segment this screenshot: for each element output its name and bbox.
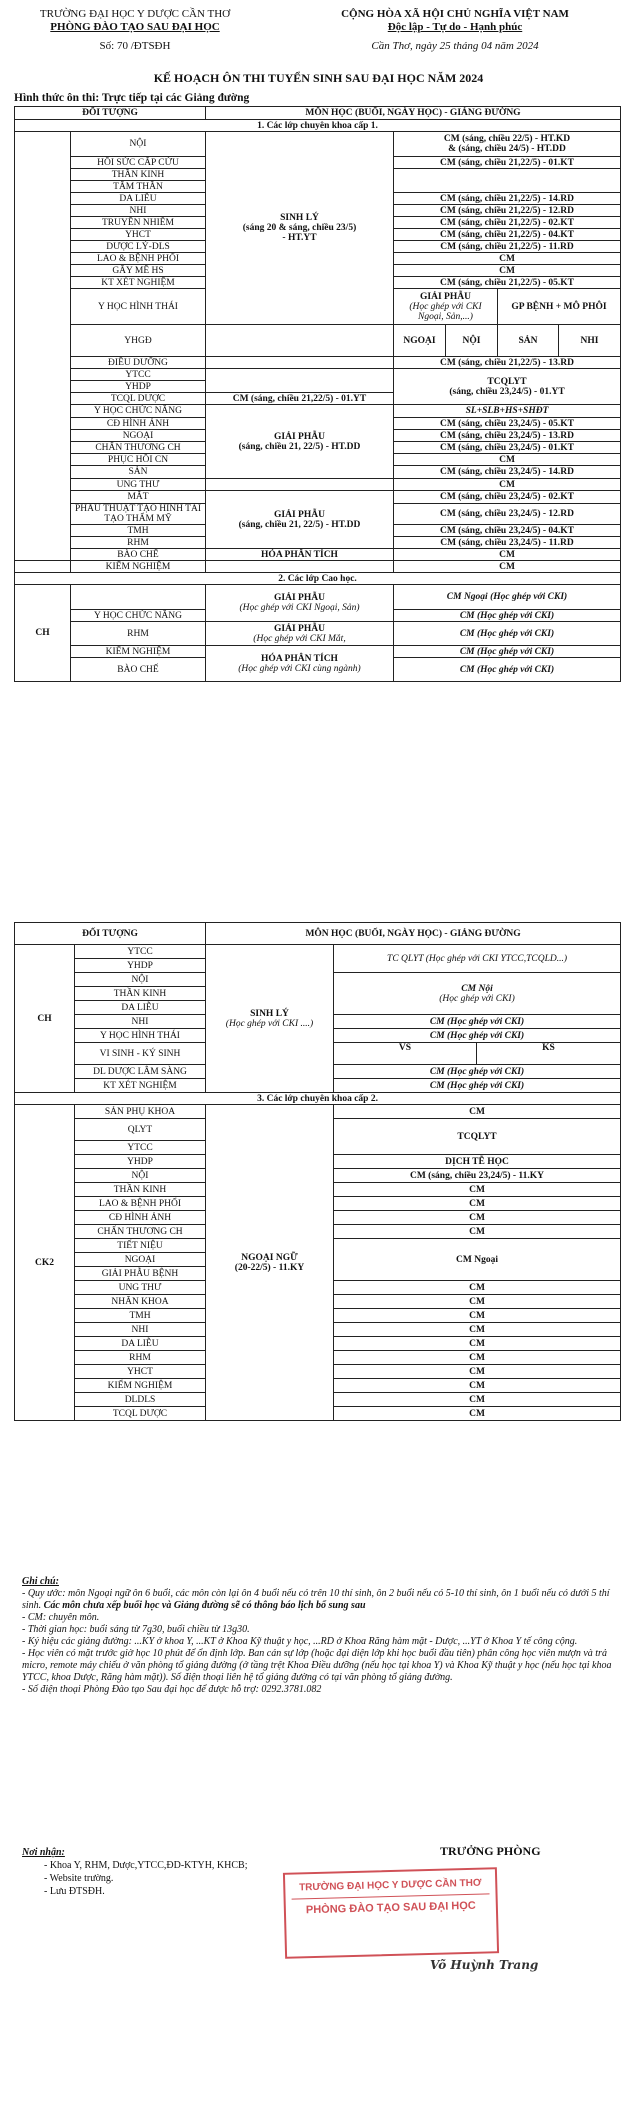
target-row: RHM (71, 537, 206, 549)
recipient-item: - Khoa Y, RHM, Dược,YTCC,ĐD-KTYH, KHCB; (44, 1860, 248, 1871)
sub-san: SẢN (498, 325, 559, 357)
target-row: UNG THƯ (71, 479, 206, 491)
note-item: - Quy ước: môn Ngoại ngữ ôn 6 buổi, các môn còn lại ôn 4 buổi nếu có trên 10 thí sinh, ôn 2 buổi nếu có 5-10 thí sinh, ôn 1 buổi nếu có dưới 5 thí sinh. Các môn chưa xếp buổi học và Giảng đường sẽ có thông báo lịch bổ sung sau (22, 1588, 610, 1611)
target-row: TCQL DƯỢC (71, 393, 206, 405)
schedule-cell: TCQLYT (334, 1119, 621, 1155)
schedule-cell: CM (sáng, chiều 23,24/5) - 04.KT (394, 525, 621, 537)
schedule-cell: CM (334, 1295, 621, 1309)
target-row: YTCC (71, 369, 206, 381)
subject-giai-phau: GIẢI PHẪU (Học ghép với CKI Ngoại, Sản,...) (394, 289, 498, 325)
schedule-cell: CM (334, 1407, 621, 1421)
signer-name: Võ Huỳnh Trang (430, 1958, 539, 1972)
target-row: YTCC (75, 945, 206, 959)
ch-hoa-phan-tich: HÓA PHÂN TÍCH (Học ghép với CKI cùng ngành) (206, 646, 394, 682)
target-row: GIẢI PHẪU BỆNH (75, 1267, 206, 1281)
subject-hoa-phan-tich: HÓA PHÂN TÍCH (206, 549, 394, 561)
group-ck2: CK2 (15, 1105, 75, 1421)
schedule-cell: CM (sáng, chiều 21,22/5) - 04.KT (394, 229, 621, 241)
subject-sinh-ly: SINH LÝ (sáng 20 & sáng, chiều 23/5) - HT.YT (206, 132, 394, 325)
target-row: NHI (75, 1323, 206, 1337)
subject-sinh-ly: SINH LÝ (Học ghép với CKI ....) (206, 945, 334, 1093)
schedule-cell: TC QLYT (Học ghép với CKI YTCC,TCQLD...) (334, 945, 621, 973)
document-date: Cần Thơ, ngày 25 tháng 04 năm 2024 (371, 40, 539, 52)
schedule-cell: CM (sáng, chiều 21,22/5) - 13.RD (394, 357, 621, 369)
schedule-cell: CM (394, 479, 621, 491)
target-row: DLDLS (75, 1393, 206, 1407)
subject-ngoai-ngu: NGOẠI NGỮ (20-22/5) - 11.KY (206, 1105, 334, 1421)
schedule-cell: CM (sáng, chiều 21,22/5) - 12.RD (394, 205, 621, 217)
schedule-cell: CM (sáng, chiều 23,24/5) - 14.RD (394, 466, 621, 479)
target-row: Y HỌC HÌNH THÁI (71, 289, 206, 325)
target-row: CĐ HÌNH ẢNH (75, 1211, 206, 1225)
target-row: Y HỌC HÌNH THÁI (75, 1029, 206, 1043)
schedule-cell: CM (334, 1365, 621, 1379)
target-row: NỘI (75, 973, 206, 987)
schedule-cell: CM (sáng, chiều 22/5) - HT.KD & (sáng, chiều 24/5) - HT.DD (394, 132, 621, 157)
schedule-cell: CM (sáng, chiều 23,24/5) - 13.RD (394, 430, 621, 442)
col-header-doi-tuong: ĐỐI TƯỢNG (15, 923, 206, 945)
target-row: CHẤN THƯƠNG CH (75, 1225, 206, 1239)
target-row: TMH (71, 525, 206, 537)
schedule-cell: CM (334, 1183, 621, 1197)
note-item: - Số điện thoại Phòng Đào tạo Sau đại học để được hỗ trợ: 0292.3781.082 (22, 1684, 322, 1695)
target-row: NHÃN KHOA (75, 1295, 206, 1309)
sub-noi: NỘI (446, 325, 498, 357)
subject-giai-phau-1: GIẢI PHẪU (sáng, chiều 21, 22/5) - HT.DD (206, 405, 394, 479)
header-left (10, 8, 260, 53)
schedule-cell: CM (sáng, chiều 21,22/5) - 11.RD (394, 241, 621, 253)
office-name: PHÒNG ĐÀO TẠO SAU ĐẠI HỌC (50, 21, 220, 33)
republic-name: CỘNG HÒA XÃ HỘI CHỦ NGHĨA VIỆT NAM (341, 8, 569, 20)
target-row: TRUYỀN NHIỄM (71, 217, 206, 229)
target-row: TMH (75, 1309, 206, 1323)
col-header-mon-hoc: MÔN HỌC (BUỔI, NGÀY HỌC) - GIẢNG ĐƯỜNG (206, 107, 621, 120)
note-item: - Ký hiệu các giảng đường: ...KY ở khoa Y, ...KT ở Khoa Kỹ thuật y học, ...RD ở Khoa Răng hàm mặt - Dược, ...YT ở Khoa Y tế công cộng. (22, 1636, 578, 1647)
schedule-cell: CM (sáng, chiều 23,24/5) - 05.KT (394, 418, 621, 430)
target-row: YHDP (71, 381, 206, 393)
sub-vs: VS (334, 1043, 477, 1065)
target-row: TÂM THẦN (71, 181, 206, 193)
notes-title: Ghi chú: (22, 1576, 59, 1587)
sub-nhi: NHI (559, 325, 621, 357)
target-row: KIỂM NGHIỆM (71, 646, 206, 658)
target-row: CĐ HÌNH ẢNH (71, 418, 206, 430)
target-row: DA LIỄU (71, 193, 206, 205)
target-row: YHCT (75, 1365, 206, 1379)
recipients-title: Nơi nhận: (22, 1847, 65, 1858)
schedule-cell: CM (sáng, chiều 23,24/5) - 11.KY (334, 1169, 621, 1183)
target-row: CHẤN THƯƠNG CH (71, 442, 206, 454)
sub-ks: KS (477, 1043, 621, 1065)
note-item: - Thời gian học: buổi sáng từ 7g30, buổi chiều từ 13g30. (22, 1624, 250, 1635)
target-row: TCQL DƯỢC (75, 1407, 206, 1421)
section-title: 3. Các lớp chuyên khoa cấp 2. (15, 1093, 621, 1105)
target-row: NGOẠI (71, 430, 206, 442)
stamp-line-1: TRƯỜNG ĐẠI HỌC Y DƯỢC CẦN THƠ (298, 1877, 482, 1894)
schedule-cell: CM (334, 1337, 621, 1351)
group-ch: CH (15, 585, 71, 682)
note-item: - CM: chuyên môn. (22, 1612, 100, 1623)
target-row: YHDP (75, 1155, 206, 1169)
target-row: VI SINH - KÝ SINH (75, 1043, 206, 1065)
target-row: YHGĐ (71, 325, 206, 357)
university-name: TRƯỜNG ĐẠI HỌC Y DƯỢC CẦN THƠ (39, 8, 231, 20)
section-title: 1. Các lớp chuyên khoa cấp 1. (15, 120, 621, 132)
schedule-cell: CM (sáng, chiều 23,24/5) - 11.RD (394, 537, 621, 549)
schedule-table-2 (14, 922, 621, 1421)
document-title: KẾ HOẠCH ÔN THI TUYỂN SINH SAU ĐẠI HỌC NĂM 2024 (153, 71, 484, 85)
schedule-cell: CM (sáng, chiều 21,22/5) - 05.KT (394, 277, 621, 289)
study-form: Hình thức ôn thi: Trực tiếp tại các Giảng đường (14, 92, 250, 104)
target-row: THẦN KINH (71, 169, 206, 181)
schedule-cell: SL+SLB+HS+SHĐT (394, 405, 621, 418)
target-row: KT XÉT NGHIỆM (75, 1079, 206, 1093)
schedule-cell: CM (sáng, chiều 23,24/5) - 12.RD (394, 504, 621, 525)
recipient-item: - Lưu ĐTSĐH. (44, 1886, 105, 1897)
schedule-cell: CM (Học ghép với CKI) (394, 646, 621, 658)
target-row: LAO & BỆNH PHỔI (71, 253, 206, 265)
schedule-cell: CM Nội (Học ghép với CKI) (334, 973, 621, 1015)
target-row: Y HỌC CHỨC NĂNG (71, 610, 206, 622)
stamp-line-2: PHÒNG ĐÀO TẠO SAU ĐẠI HỌC (305, 1899, 476, 1917)
schedule-cell: CM (334, 1105, 621, 1119)
ch-giai-phau-2: GIẢI PHẪU (Học ghép với CKI Mắt, (206, 622, 394, 646)
target-row: BÀO CHẾ (71, 658, 206, 682)
target-row: NỘI (75, 1169, 206, 1183)
schedule-cell: CM (334, 1225, 621, 1239)
schedule-cell: CM (sáng, chiều 23,24/5) - 01.KT (394, 442, 621, 454)
header-right (290, 8, 620, 53)
target-row: RHM (71, 622, 206, 646)
schedule-cell: CM (394, 549, 621, 561)
target-row: SẢN PHỤ KHOA (75, 1105, 206, 1119)
subject-tcqlyt: TCQLYT (sáng, chiều 23,24/5) - 01.YT (394, 369, 621, 405)
target-row: DA LIỄU (75, 1337, 206, 1351)
national-motto: Độc lập - Tự do - Hạnh phúc (387, 21, 523, 33)
target-row: DA LIỄU (75, 1001, 206, 1015)
schedule-cell: CM (334, 1351, 621, 1365)
schedule-cell: CM (sáng, chiều 21,22/5) - 01.YT (206, 393, 394, 405)
section-title: 2. Các lớp Cao học. (15, 573, 621, 585)
target-row: UNG THƯ (75, 1281, 206, 1295)
target-row: BÀO CHẾ (71, 549, 206, 561)
recipient-item: - Website trường. (44, 1873, 114, 1884)
schedule-cell: CM (sáng, chiều 21,22/5) - 14.RD (394, 193, 621, 205)
target-row: THẦN KINH (75, 1183, 206, 1197)
schedule-table-1 (14, 106, 621, 682)
target-row: DL DƯỢC LÂM SÀNG (75, 1065, 206, 1079)
signer-title: TRƯỞNG PHÒNG (440, 1844, 541, 1858)
schedule-cell: CM (Học ghép với CKI) (334, 1029, 621, 1043)
schedule-cell: CM (334, 1323, 621, 1337)
target-row: HỒI SỨC CẤP CỨU (71, 157, 206, 169)
notes-block (22, 1576, 622, 1696)
schedule-cell: CM (334, 1197, 621, 1211)
recipients-block (22, 1846, 262, 1898)
schedule-cell: CM (394, 265, 621, 277)
sub-ngoai: NGOẠI (394, 325, 446, 357)
target-row: NHI (71, 205, 206, 217)
target-row: TIẾT NIỆU (75, 1239, 206, 1253)
target-row: GÂY MÊ HS (71, 265, 206, 277)
target-row: KT XÉT NGHIỆM (71, 277, 206, 289)
target-row: LAO & BỆNH PHỔI (75, 1197, 206, 1211)
office-stamp (283, 1867, 499, 1959)
schedule-cell: CM (334, 1211, 621, 1225)
schedule-cell: CM Ngoại (Học ghép với CKI) (394, 585, 621, 610)
target-row: NỘI (71, 132, 206, 157)
document-number: Số: 70 /ĐTSĐH (99, 40, 171, 52)
schedule-cell: CM (Học ghép với CKI) (394, 622, 621, 646)
schedule-cell: CM (334, 1281, 621, 1295)
target-row: QLYT (75, 1119, 206, 1141)
target-row: ĐIỀU DƯỠNG (71, 357, 206, 369)
col-header-mon-hoc: MÔN HỌC (BUỔI, NGÀY HỌC) - GIẢNG ĐƯỜNG (206, 923, 621, 945)
target-row: RHM (75, 1351, 206, 1365)
target-row: SẢN (71, 466, 206, 479)
subject-giai-phau-2: GIẢI PHẪU (sáng, chiều 21, 22/5) - HT.DD (206, 491, 394, 549)
target-row: THẦN KINH (75, 987, 206, 1001)
target-row: NGOẠI (75, 1253, 206, 1267)
schedule-cell: CM (Học ghép với CKI) (334, 1065, 621, 1079)
schedule-cell: CM (Học ghép với CKI) (334, 1079, 621, 1093)
schedule-cell: CM (Học ghép với CKI) (394, 658, 621, 682)
subject-gp-benh: GP BỆNH + MÔ PHÔI (498, 289, 621, 325)
schedule-cell: CM (394, 561, 621, 573)
target-row: KIỂM NGHIỆM (71, 561, 206, 573)
group-ch: CH (15, 945, 75, 1093)
schedule-cell: CM (334, 1309, 621, 1323)
target-row: YHCT (71, 229, 206, 241)
note-item: - Học viên có mặt trước giờ học 10 phút để ổn định lớp. Ban cán sự lớp (hoặc đại diện lớp khi học buổi đầu tiên) phân công học viên mượn và trả micro, remote máy chiếu ở văn phòng tổ giảng đường (ở tầng trệt Khoa Điều dưỡng (nếu học tại khoa Y) và Khoa Kỹ thuật y học (nếu học tại khoa YTCC, khoa Dược, Răng hàm mặt)). Số điện thoại liên hệ tổ giảng đường có tại văn phòng tổ giảng đường. (22, 1648, 612, 1683)
target-row: MẮT (71, 491, 206, 504)
schedule-cell: CM (334, 1379, 621, 1393)
schedule-cell: CM Ngoại (334, 1239, 621, 1281)
target-row: PHẪU THUẬT TẠO HÌNH TÁI TẠO THẨM MỸ (71, 504, 206, 525)
col-header-doi-tuong: ĐỐI TƯỢNG (15, 107, 206, 120)
target-row: PHỤC HỒI CN (71, 454, 206, 466)
schedule-cell: CM (sáng, chiều 23,24/5) - 02.KT (394, 491, 621, 504)
schedule-cell: CM (Học ghép với CKI) (334, 1015, 621, 1029)
target-row: NHI (75, 1015, 206, 1029)
schedule-cell: DỊCH TỄ HỌC (334, 1155, 621, 1169)
target-row: YTCC (75, 1141, 206, 1155)
ch-giai-phau-1: GIẢI PHẪU (Học ghép với CKI Ngoại, Sản) (206, 585, 394, 622)
schedule-cell: CM (sáng, chiều 21,22/5) - 02.KT (394, 217, 621, 229)
schedule-cell: CM (sáng, chiều 21,22/5) - 01.KT (394, 157, 621, 169)
target-row: KIỂM NGHIỆM (75, 1379, 206, 1393)
schedule-cell: CM (Học ghép với CKI) (394, 610, 621, 622)
schedule-cell: CM (394, 454, 621, 466)
target-row: DƯỢC LÝ-DLS (71, 241, 206, 253)
target-row: YHDP (75, 959, 206, 973)
schedule-cell: CM (334, 1393, 621, 1407)
schedule-cell: CM (394, 253, 621, 265)
target-row: Y HỌC CHỨC NĂNG (71, 405, 206, 418)
